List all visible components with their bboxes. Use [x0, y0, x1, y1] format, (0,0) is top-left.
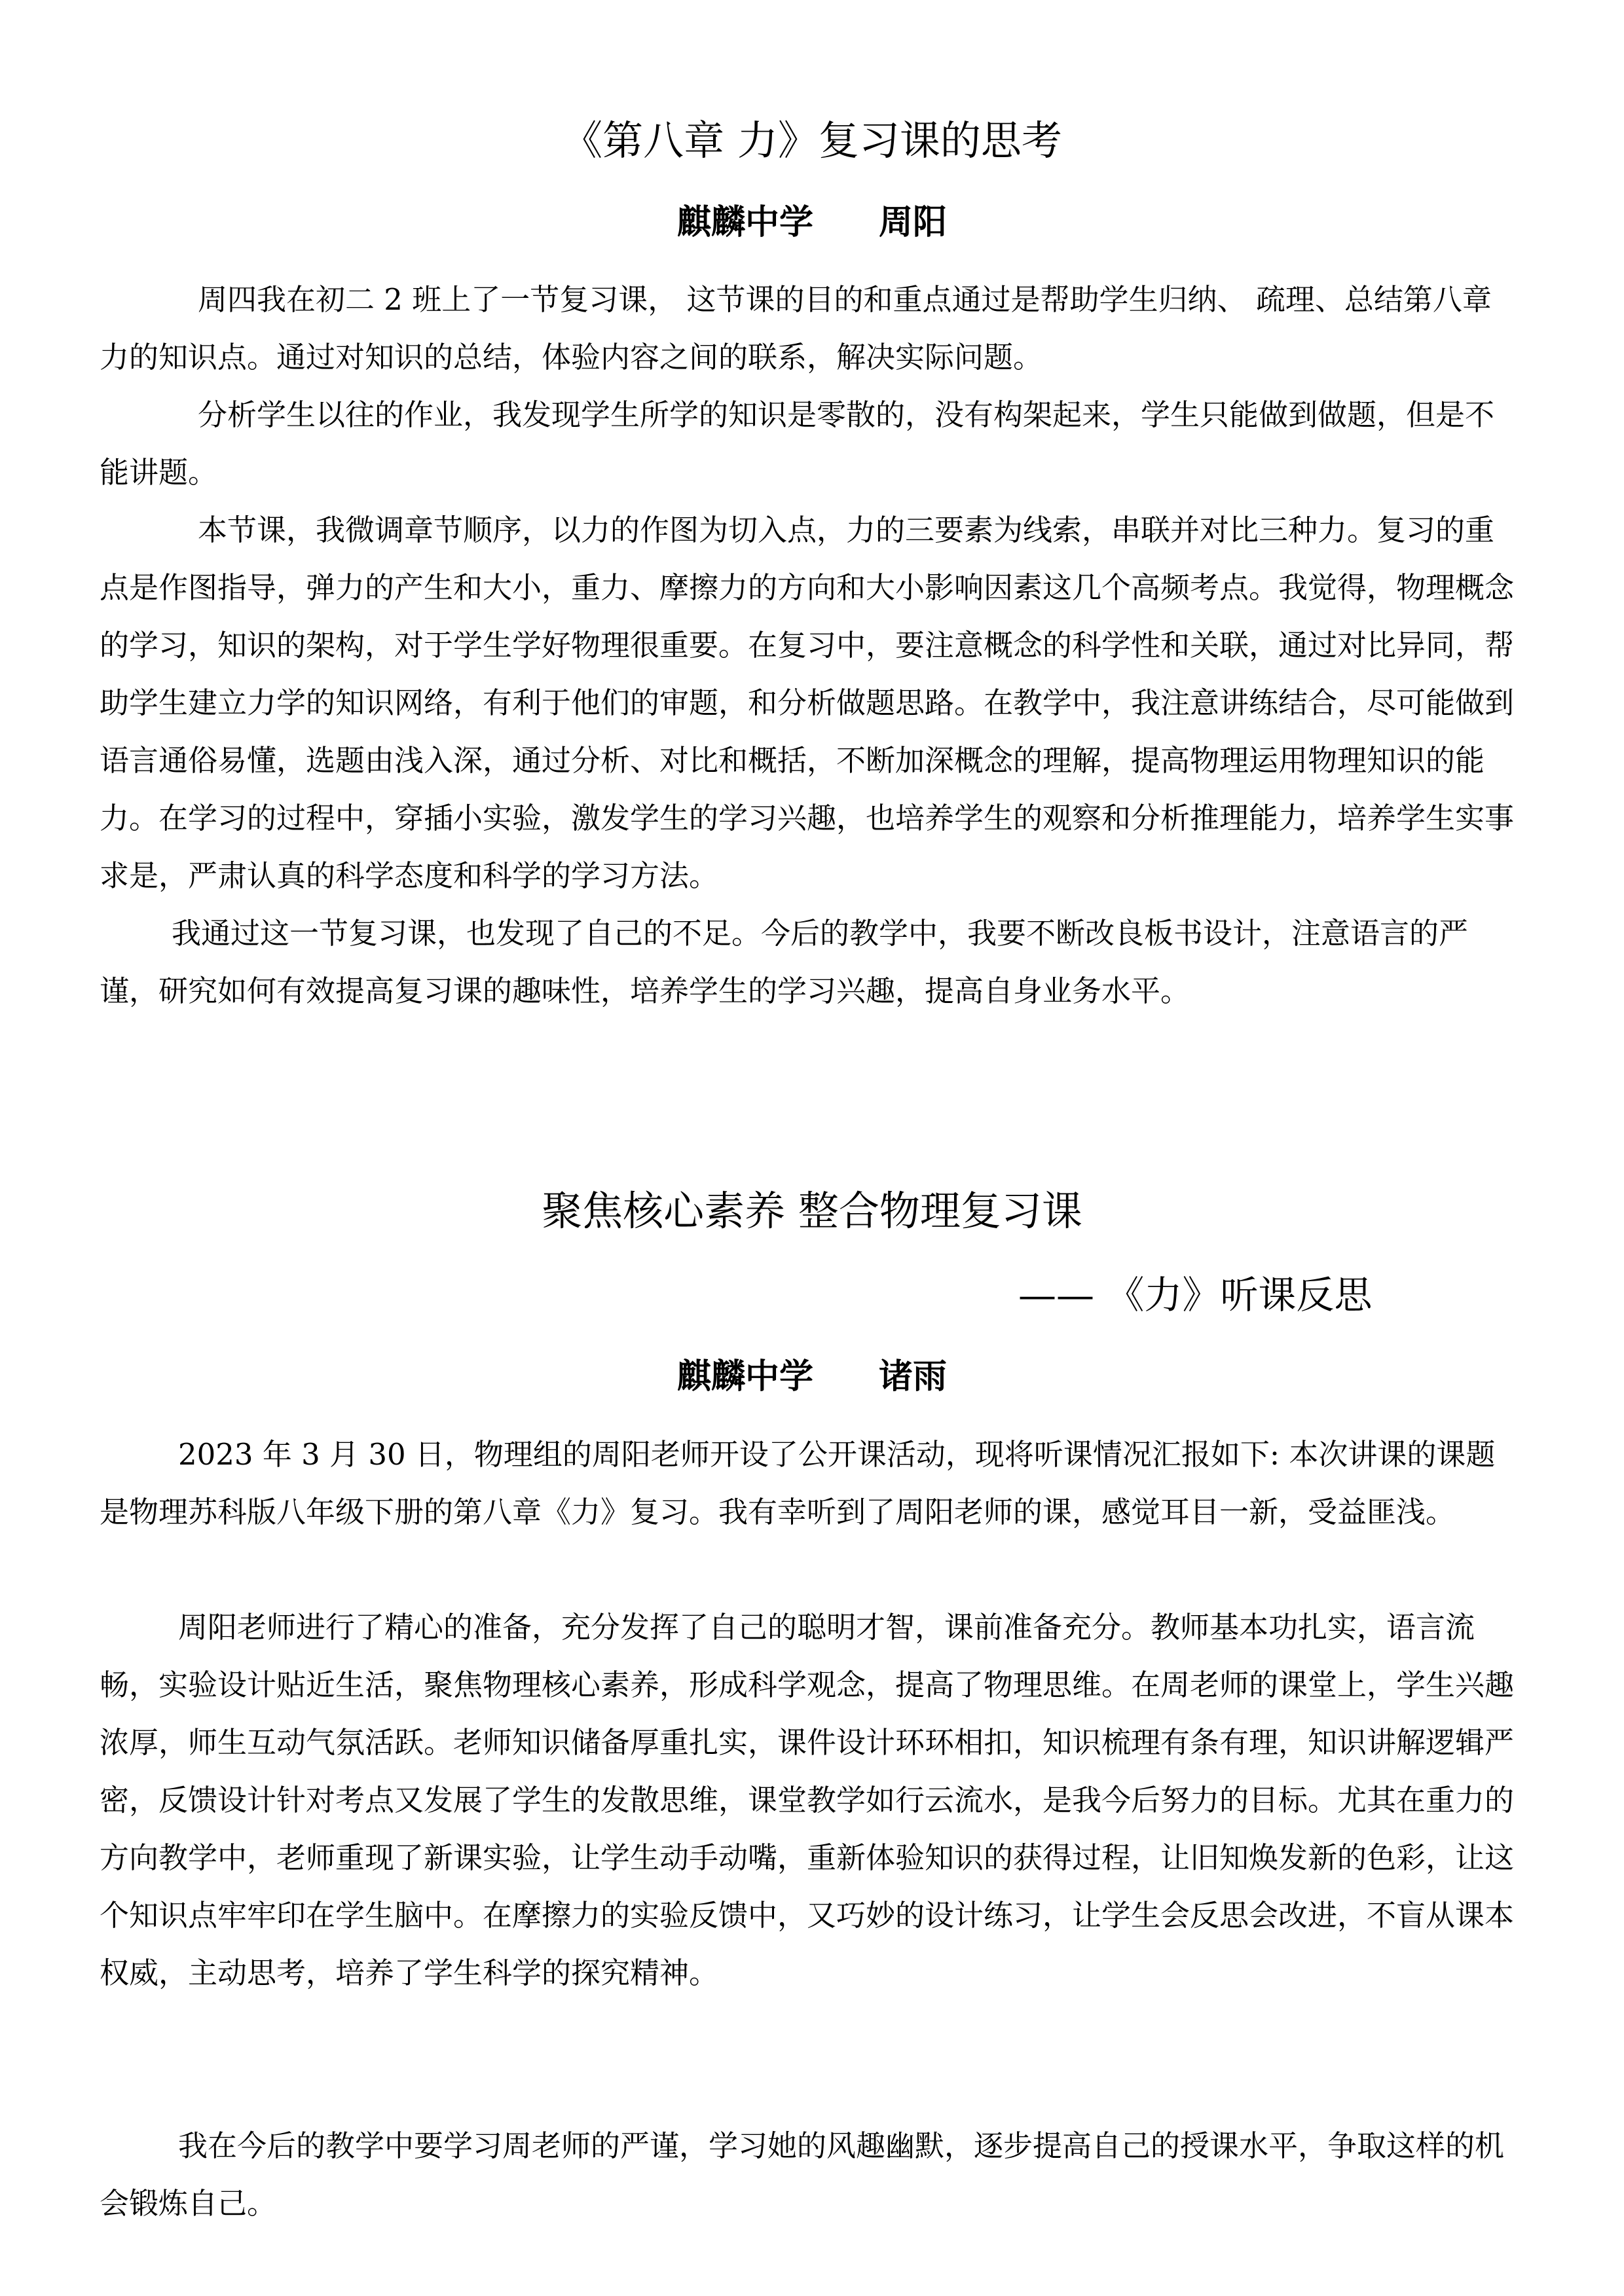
article1-paragraph-2: 分析学生以往的作业，我发现学生所学的知识是零散的，没有构架起来，学生只能做到做题，但是不能讲题。 [100, 397, 1495, 490]
article2-paragraph-3: 我在今后的教学中要学习周老师的严谨，学习她的风趣幽默，逐步提高自己的授课水平，争取这样的机会锻炼自己。 [100, 2128, 1505, 2221]
article1-paragraph-1: 周四我在初二 2 班上了一节复习课， 这节课的目的和重点通过是帮助学生归纳、 疏理、总结第八章力的知识点。通过对知识的总结，体验内容之间的联系，解决实际问题。 [100, 282, 1492, 374]
article2-subtitle: —— 《力》听课反思 [1018, 1273, 1373, 1317]
article1-author: 周阳 [879, 203, 948, 242]
article2-paragraph-2: 周阳老师进行了精心的准备，充分发挥了自己的聪明才智，课前准备充分。教师基本功扎实，语言流畅，实验设计贴近生活，聚焦物理核心素养，形成科学观念，提高了物理思维。在周老师的课堂上，学生兴趣浓厚，师生互动气氛活跃。老师知识储备厚重扎实，课件设计环环相扣，知识梳理有条有理，知识讲解逻辑严密，反馈设计针对考点又发展了学生的发散思维，课堂教学如行云流水，是我今后努力的目标。尤其在重力的方向教学中，老师重现了新课实验，让学生动手动嘴，重新体验知识的获得过程，让旧知焕发新的色彩，让这个知识点牢牢印在学生脑中。在摩擦力的实验反馈中，又巧妙的设计练习，让学生会反思会改进，不盲从课本权威，主动思考，培养了学生科学的探究精神。 [100, 1610, 1515, 1990]
article2-paragraph-1: 2023 年 3 月 30 日，物理组的周阳老师开设了公开课活动，现将听课情况汇报如下: 本次讲课的课题是物理苏科版八年级下册的第八章《力》复习。我有幸听到了周阳老师的课，感觉耳目一新，受益匪浅。 [100, 1437, 1496, 1529]
article2-byline [0, 1354, 1624, 1400]
article1-paragraph-3: 本节课，我微调章节顺序，以力的作图为切入点，力的三要素为线索，串联并对比三种力。复习的重点是作图指导，弹力的产生和大小，重力、摩擦力的方向和大小影响因素这几个高频考点。我觉得，物理概念的学习，知识的架构，对于学生学好物理很重要。在复习中，要注意概念的科学性和关联，通过对比异同，帮助学生建立力学的知识网络，有利于他们的审题，和分析做题思路。在教学中，我注意讲练结合，尽可能做到语言通俗易懂，选题由浅入深，通过分析、对比和概括，不断加深概念的理解，提高物理运用物理知识的能力。在学习的过程中，穿插小实验，激发学生的学习兴趣，也培养学生的观察和分析推理能力，培养学生实事求是，严肃认真的科学态度和科学的学习方法。 [100, 513, 1515, 893]
article1-title: 《第八章 力》复习课的思考 [562, 117, 1062, 164]
article2-school: 麒麟中学 [676, 1357, 813, 1396]
article2-author: 诸雨 [879, 1357, 948, 1396]
article1-paragraph-4: 我通过这一节复习课，也发现了自己的不足。今后的教学中，我要不断改良板书设计，注意语言的严谨，研究如何有效提高复习课的趣味性，培养学生的学习兴趣，提高自身业务水平。 [100, 916, 1469, 1008]
article2-title: 聚焦核心素养 整合物理复习课 [542, 1187, 1082, 1235]
article1-byline [0, 200, 1624, 246]
article1-school: 麒麟中学 [676, 203, 813, 242]
